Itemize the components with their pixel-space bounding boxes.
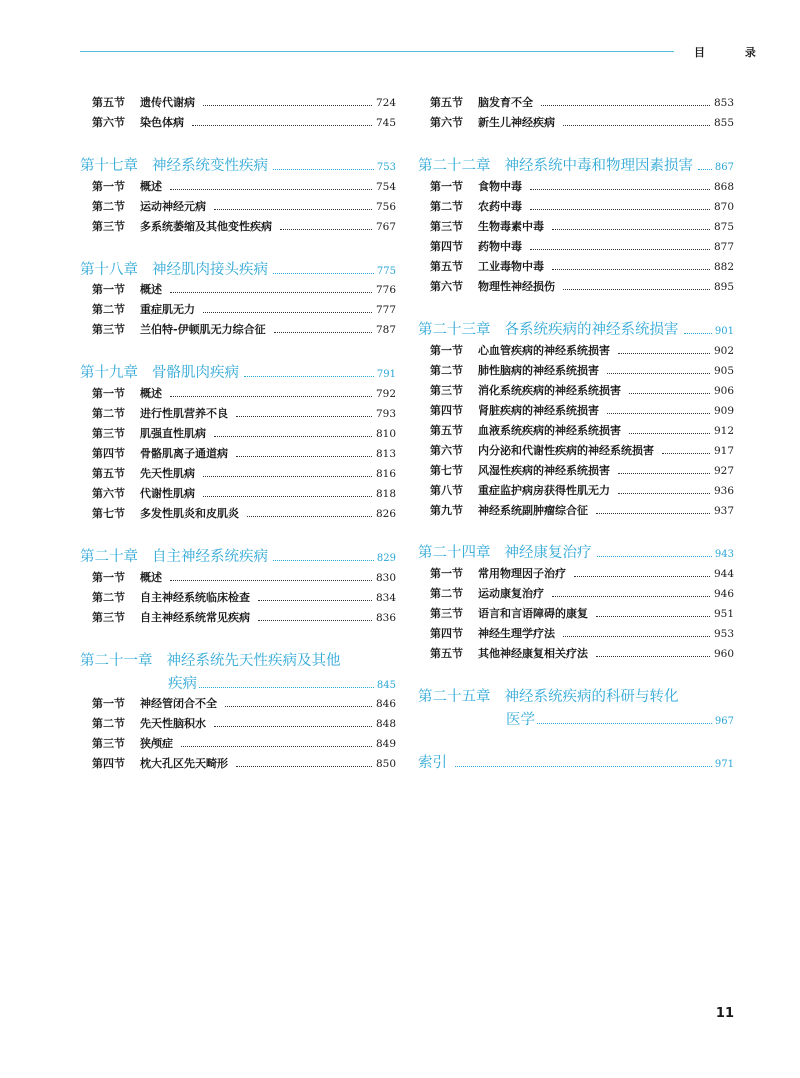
dot-leader: [563, 636, 710, 637]
header-rule: [80, 51, 674, 52]
dot-leader: [684, 333, 712, 334]
toc-index[interactable]: 索引 971: [418, 755, 734, 771]
dot-leader: [607, 373, 710, 374]
page-number: 11: [715, 1006, 734, 1021]
dot-leader: [552, 229, 710, 230]
toc-section[interactable]: 第六节 新生儿神经疾病 855: [430, 116, 734, 129]
toc-section[interactable]: 第一节 神经管闭合不全 846: [92, 697, 396, 710]
toc-section[interactable]: 第一节 概述 776: [92, 283, 396, 296]
dot-leader: [541, 105, 710, 106]
toc-section[interactable]: 第三节 多系统萎缩及其他变性疾病 767: [92, 220, 396, 233]
toc-section[interactable]: 第六节 物理性神经损伤 895: [430, 280, 734, 293]
dot-leader: [618, 353, 710, 354]
toc-section[interactable]: 第八节 重症监护病房获得性肌无力 936: [430, 484, 734, 497]
toc-section[interactable]: 第九节 神经系统副肿瘤综合征 937: [430, 504, 734, 517]
dot-leader: [537, 723, 712, 724]
dot-leader: [258, 600, 372, 601]
dot-leader: [225, 706, 372, 707]
toc-section[interactable]: 第二节 进行性肌营养不良 793: [92, 407, 396, 420]
toc-section[interactable]: 第一节 心血管疾病的神经系统损害 902: [430, 344, 734, 357]
toc-chapter-18[interactable]: 第十八章 神经肌肉接头疾病 775: [80, 262, 396, 278]
dot-leader: [563, 289, 710, 290]
dot-leader: [552, 269, 710, 270]
dot-leader: [455, 766, 712, 767]
dot-leader: [203, 496, 372, 497]
dot-leader: [214, 436, 372, 437]
dot-leader: [170, 396, 372, 397]
toc-section[interactable]: 第一节 常用物理因子治疗 944: [430, 567, 734, 580]
dot-leader: [247, 516, 372, 517]
dot-leader: [203, 105, 372, 106]
toc-section[interactable]: 第五节 脑发育不全 853: [430, 96, 734, 109]
toc-section[interactable]: 第五节 血液系统疾病的神经系统损害 912: [430, 424, 734, 437]
dot-leader: [192, 125, 372, 126]
toc-chapter-21[interactable]: 第二十一章 神经系统先天性疾病及其他: [80, 653, 341, 669]
dot-leader: [629, 393, 710, 394]
dot-leader: [618, 473, 710, 474]
dot-leader: [203, 476, 372, 477]
toc-section[interactable]: 第三节 狭颅症 849: [92, 737, 396, 750]
toc-section[interactable]: 第三节 生物毒素中毒 875: [430, 220, 734, 233]
dot-leader: [170, 580, 372, 581]
dot-leader: [563, 125, 710, 126]
dot-leader: [273, 273, 374, 274]
toc-section[interactable]: 第三节 语言和言语障碍的康复 951: [430, 607, 734, 620]
toc-chapter-21-continued[interactable]: 疾病 845: [168, 676, 396, 692]
toc-section[interactable]: 第四节 肾脏疾病的神经系统损害 909: [430, 404, 734, 417]
toc-section[interactable]: 第一节 食物中毒 868: [430, 180, 734, 193]
dot-leader: [530, 189, 710, 190]
dot-leader: [618, 493, 710, 494]
toc-section[interactable]: 第四节 骨骼肌离子通道病 813: [92, 447, 396, 460]
toc-section[interactable]: 第二节 运动康复治疗 946: [430, 587, 734, 600]
dot-leader: [274, 332, 372, 333]
toc-section[interactable]: 第二节 重症肌无力 777: [92, 303, 396, 316]
dot-leader: [662, 453, 710, 454]
toc-section[interactable]: 第七节 风湿性疾病的神经系统损害 927: [430, 464, 734, 477]
running-header-title: 目 录: [694, 46, 774, 59]
toc-section[interactable]: 第五节 先天性肌病 816: [92, 467, 396, 480]
toc-section[interactable]: 第六节 染色体病 745: [92, 116, 396, 129]
dot-leader: [170, 189, 372, 190]
toc-section[interactable]: 第五节 遗传代谢病 724: [92, 96, 396, 109]
dot-leader: [596, 656, 710, 657]
dot-leader: [530, 249, 710, 250]
toc-section[interactable]: 第七节 多发性肌炎和皮肌炎 826: [92, 507, 396, 520]
toc-section[interactable]: 第三节 兰伯特-伊顿肌无力综合征 787: [92, 323, 396, 336]
dot-leader: [607, 413, 710, 414]
toc-section[interactable]: 第五节 其他神经康复相关疗法 960: [430, 647, 734, 660]
dot-leader: [236, 416, 372, 417]
dot-leader: [244, 376, 374, 377]
toc-section[interactable]: 第二节 农药中毒 870: [430, 200, 734, 213]
dot-leader: [552, 596, 710, 597]
toc-chapter-17[interactable]: 第十七章 神经系统变性疾病 753: [80, 158, 396, 174]
dot-leader: [530, 209, 710, 210]
dot-leader: [203, 312, 372, 313]
toc-section[interactable]: 第三节 消化系统疾病的神经系统损害 906: [430, 384, 734, 397]
dot-leader: [199, 687, 374, 688]
toc-section[interactable]: 第三节 自主神经系统常见疾病 836: [92, 611, 396, 624]
dot-leader: [170, 292, 372, 293]
dot-leader: [273, 560, 374, 561]
dot-leader: [596, 616, 710, 617]
toc-chapter-24[interactable]: 第二十四章 神经康复治疗 943: [418, 545, 734, 561]
toc-chapter-22[interactable]: 第二十二章 神经系统中毒和物理因素损害 867: [418, 158, 734, 174]
dot-leader: [258, 620, 372, 621]
toc-chapter-19[interactable]: 第十九章 骨骼肌肉疾病 791: [80, 365, 396, 381]
dot-leader: [236, 766, 372, 767]
dot-leader: [596, 513, 710, 514]
toc-section[interactable]: 第二节 运动神经元病 756: [92, 200, 396, 213]
toc-section[interactable]: 第一节 概述 754: [92, 180, 396, 193]
toc-section[interactable]: 第二节 肺性脑病的神经系统损害 905: [430, 364, 734, 377]
dot-leader: [280, 229, 372, 230]
toc-section[interactable]: 第四节 神经生理学疗法 953: [430, 627, 734, 640]
toc-chapter-20[interactable]: 第二十章 自主神经系统疾病 829: [80, 549, 396, 565]
toc-section[interactable]: 第六节 内分泌和代谢性疾病的神经系统损害 917: [430, 444, 734, 457]
toc-section[interactable]: 第一节 概述 792: [92, 387, 396, 400]
toc-section[interactable]: 第四节 枕大孔区先天畸形 850: [92, 757, 396, 770]
dot-leader: [629, 433, 710, 434]
dot-leader: [181, 746, 372, 747]
toc-section[interactable]: 第六节 代谢性肌病 818: [92, 487, 396, 500]
dot-leader: [597, 556, 712, 557]
dot-leader: [273, 169, 374, 170]
toc-section[interactable]: 第五节 工业毒物中毒 882: [430, 260, 734, 273]
dot-leader: [574, 576, 710, 577]
toc-section[interactable]: 第二节 先天性脑积水 848: [92, 717, 396, 730]
dot-leader: [698, 169, 712, 170]
dot-leader: [214, 209, 372, 210]
toc-section[interactable]: 第四节 药物中毒 877: [430, 240, 734, 253]
toc-chapter-25-continued[interactable]: 医学 967: [506, 712, 734, 728]
dot-leader: [214, 726, 372, 727]
dot-leader: [236, 456, 372, 457]
toc-chapter-23[interactable]: 第二十三章 各系统疾病的神经系统损害 901: [418, 322, 734, 338]
toc-section[interactable]: 第一节 概述 830: [92, 571, 396, 584]
toc-chapter-25[interactable]: 第二十五章 神经系统疾病的科研与转化: [418, 689, 679, 705]
toc-section[interactable]: 第二节 自主神经系统临床检查 834: [92, 591, 396, 604]
toc-section[interactable]: 第三节 肌强直性肌病 810: [92, 427, 396, 440]
